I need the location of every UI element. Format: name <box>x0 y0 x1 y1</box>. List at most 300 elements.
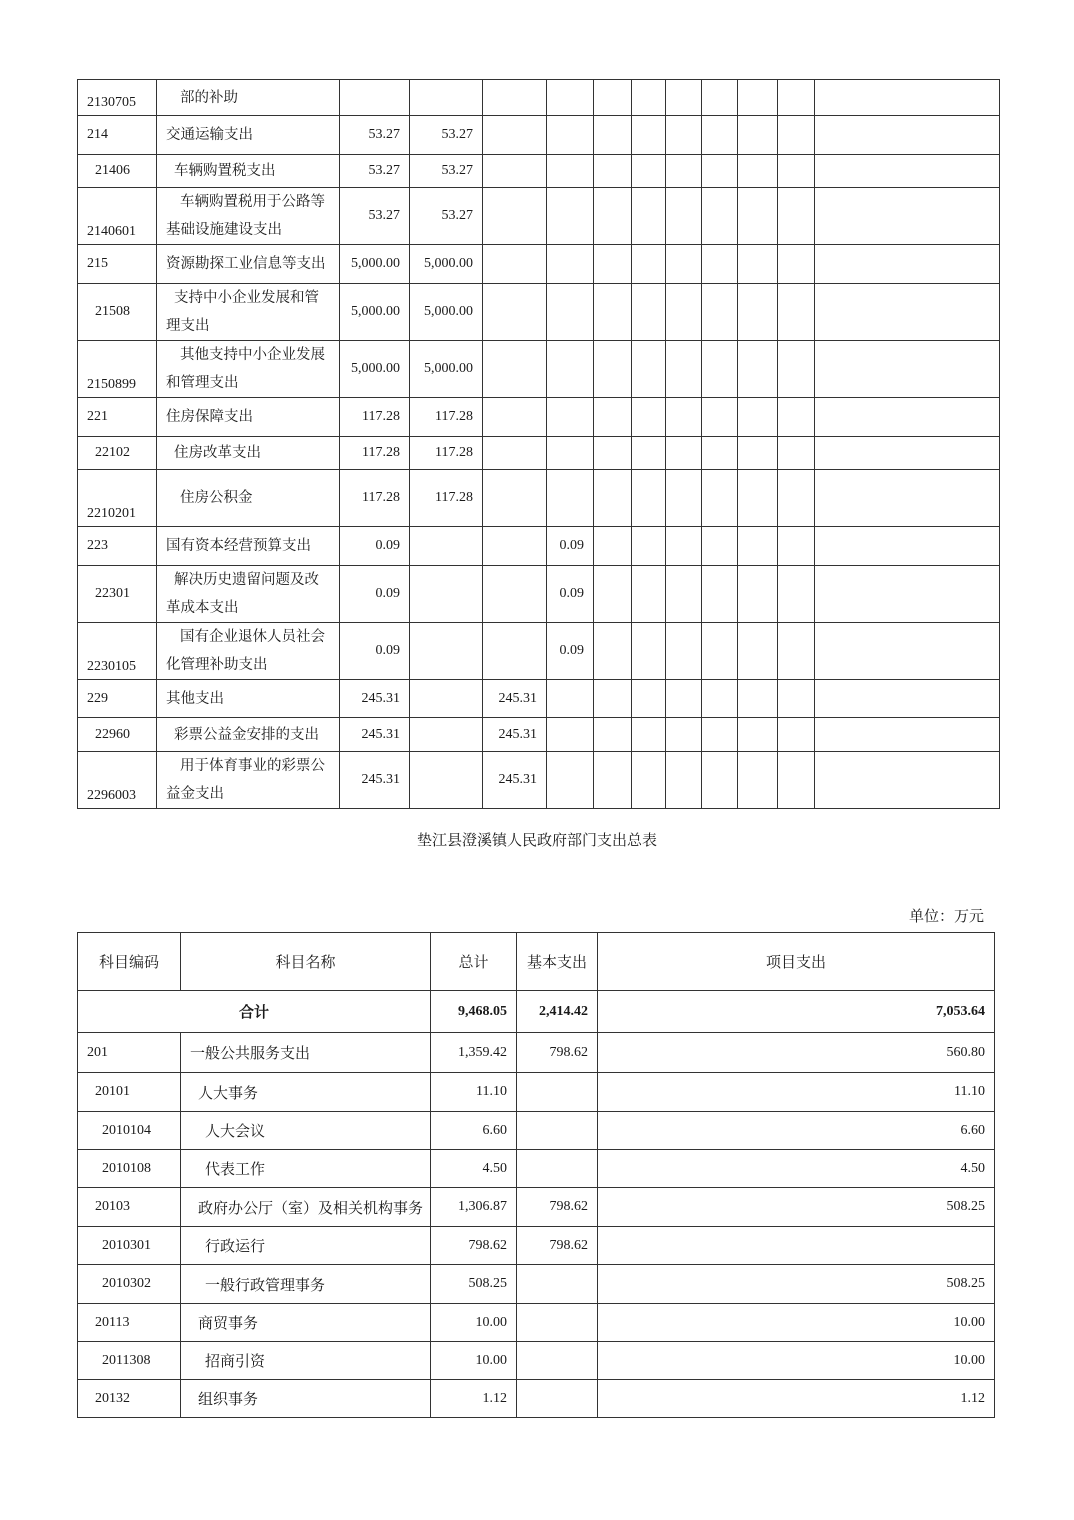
row-code: 223 <box>78 527 157 566</box>
empty-cell <box>632 566 666 623</box>
row-name <box>157 527 340 566</box>
row-total: 508.25 <box>431 1265 517 1304</box>
empty-cell <box>632 752 666 809</box>
row-code: 2210201 <box>78 470 157 527</box>
empty-cell <box>666 470 702 527</box>
row-total: 5,000.00 <box>340 245 410 284</box>
table-row <box>78 566 1000 623</box>
row-total: 117.28 <box>340 470 410 527</box>
empty-cell <box>632 341 666 398</box>
row-name-line: 住房改革支出 <box>174 445 261 461</box>
row-name: 组织事务 <box>181 1380 431 1418</box>
empty-cell <box>666 398 702 437</box>
empty-cell <box>594 341 632 398</box>
empty-cell <box>632 623 666 680</box>
expenditure-continuation-body <box>78 80 1000 809</box>
empty-cell <box>778 566 815 623</box>
row-total: 1,359.42 <box>431 1033 517 1073</box>
empty-cell <box>594 188 632 245</box>
row-total: 1.12 <box>431 1380 517 1418</box>
row-code: 21406 <box>78 155 157 188</box>
empty-cell <box>778 116 815 155</box>
empty-cell <box>702 398 738 437</box>
row-other: 0.09 <box>547 623 594 680</box>
empty-cell <box>666 341 702 398</box>
row-name <box>157 80 340 116</box>
row-project: 11.10 <box>598 1073 995 1112</box>
empty-cell <box>632 680 666 718</box>
empty-cell <box>594 437 632 470</box>
summary-body <box>78 1033 995 1418</box>
row-project <box>483 188 547 245</box>
empty-cell <box>702 80 738 116</box>
empty-cell <box>632 470 666 527</box>
header-basic: 基本支出 <box>517 933 598 991</box>
row-project <box>483 398 547 437</box>
row-code: 22960 <box>78 718 157 752</box>
empty-cell <box>778 245 815 284</box>
empty-cell <box>666 623 702 680</box>
row-total: 11.10 <box>431 1073 517 1112</box>
empty-cell <box>778 623 815 680</box>
row-basic: 798.62 <box>517 1188 598 1227</box>
row-project <box>483 527 547 566</box>
row-basic <box>517 1073 598 1112</box>
row-other <box>547 284 594 341</box>
row-total: 5,000.00 <box>340 284 410 341</box>
empty-cell <box>815 680 1000 718</box>
row-basic: 5,000.00 <box>410 284 483 341</box>
row-basic <box>410 566 483 623</box>
row-project <box>483 245 547 284</box>
row-name-line: 住房公积金 <box>180 490 253 506</box>
row-name: 政府办公厅（室）及相关机构事务 <box>181 1188 431 1227</box>
row-other <box>547 752 594 809</box>
empty-cell <box>702 623 738 680</box>
row-code: 22301 <box>78 566 157 623</box>
empty-cell <box>815 80 1000 116</box>
empty-cell <box>702 116 738 155</box>
row-project <box>483 341 547 398</box>
row-name-line: 其他支持中小企业发展 <box>180 347 325 363</box>
row-name-line: 解决历史遗留问题及改 <box>174 572 319 588</box>
empty-cell <box>738 116 778 155</box>
row-project <box>483 116 547 155</box>
row-code: 21508 <box>78 284 157 341</box>
row-total: 117.28 <box>340 437 410 470</box>
empty-cell <box>815 623 1000 680</box>
row-name-line: 国有企业退休人员社会 <box>180 629 325 645</box>
empty-cell <box>702 245 738 284</box>
row-basic <box>517 1112 598 1150</box>
row-other <box>547 341 594 398</box>
row-basic <box>517 1265 598 1304</box>
row-project <box>598 1227 995 1265</box>
row-name-line: 彩票公益金安排的支出 <box>174 726 319 743</box>
empty-cell <box>666 680 702 718</box>
row-code: 20113 <box>78 1304 181 1342</box>
row-project: 10.00 <box>598 1304 995 1342</box>
row-other <box>547 245 594 284</box>
row-total: 4.50 <box>431 1150 517 1188</box>
row-name: 人大会议 <box>181 1112 431 1150</box>
table-row <box>78 1188 995 1227</box>
row-other <box>547 188 594 245</box>
table-row <box>78 80 1000 116</box>
header-row <box>78 933 995 991</box>
expenditure-continuation-table <box>77 79 1000 809</box>
empty-cell <box>702 527 738 566</box>
empty-cell <box>778 752 815 809</box>
row-name <box>157 752 340 809</box>
empty-cell <box>702 470 738 527</box>
empty-cell <box>778 398 815 437</box>
row-basic: 117.28 <box>410 437 483 470</box>
row-name <box>157 341 340 398</box>
empty-cell <box>666 566 702 623</box>
empty-cell <box>738 680 778 718</box>
empty-cell <box>666 80 702 116</box>
row-other <box>547 155 594 188</box>
row-code: 215 <box>78 245 157 284</box>
row-code: 2130705 <box>78 80 157 116</box>
row-total: 53.27 <box>340 116 410 155</box>
empty-cell <box>632 245 666 284</box>
empty-cell <box>778 680 815 718</box>
empty-cell <box>815 752 1000 809</box>
empty-cell <box>666 284 702 341</box>
row-name-line: 化管理补助支出 <box>166 657 268 673</box>
empty-cell <box>594 245 632 284</box>
row-total: 10.00 <box>431 1304 517 1342</box>
row-name-line: 用于体育事业的彩票公 <box>180 758 325 774</box>
empty-cell <box>594 80 632 116</box>
row-basic <box>517 1304 598 1342</box>
header-name: 科目名称 <box>181 933 431 991</box>
empty-cell <box>815 527 1000 566</box>
row-code: 2010302 <box>78 1265 181 1304</box>
row-basic <box>410 527 483 566</box>
row-other: 0.09 <box>547 566 594 623</box>
table-row <box>78 341 1000 398</box>
row-code: 2010108 <box>78 1150 181 1188</box>
row-name: 商贸事务 <box>181 1304 431 1342</box>
empty-cell <box>702 188 738 245</box>
empty-cell <box>702 718 738 752</box>
row-name-line: 交通运输支出 <box>166 127 253 143</box>
unit-label: 单位：万元 <box>908 907 984 925</box>
empty-cell <box>738 245 778 284</box>
row-name-line: 革成本支出 <box>166 600 239 616</box>
row-other <box>547 398 594 437</box>
row-basic <box>410 752 483 809</box>
total-project: 7,053.64 <box>598 991 995 1033</box>
empty-cell <box>815 718 1000 752</box>
table-title: 垫江县澄溪镇人民政府部门支出总表 <box>416 831 657 849</box>
row-project <box>483 284 547 341</box>
row-name <box>157 680 340 718</box>
row-total: 245.31 <box>340 752 410 809</box>
table-row <box>78 1073 995 1112</box>
empty-cell <box>702 437 738 470</box>
department-expenditure-summary-table <box>77 932 995 1418</box>
empty-cell <box>594 718 632 752</box>
empty-cell <box>594 566 632 623</box>
row-name-line: 住房保障支出 <box>166 409 253 425</box>
empty-cell <box>632 80 666 116</box>
row-code: 229 <box>78 680 157 718</box>
empty-cell <box>738 566 778 623</box>
row-other <box>547 80 594 116</box>
empty-cell <box>778 188 815 245</box>
empty-cell <box>815 284 1000 341</box>
empty-cell <box>815 116 1000 155</box>
empty-cell <box>778 80 815 116</box>
row-name <box>157 155 340 188</box>
empty-cell <box>738 470 778 527</box>
empty-cell <box>702 680 738 718</box>
row-total: 0.09 <box>340 527 410 566</box>
empty-cell <box>702 752 738 809</box>
row-project <box>483 80 547 116</box>
row-project: 4.50 <box>598 1150 995 1188</box>
row-total: 0.09 <box>340 566 410 623</box>
empty-cell <box>738 718 778 752</box>
empty-cell <box>702 341 738 398</box>
empty-cell <box>666 245 702 284</box>
row-basic <box>517 1150 598 1188</box>
row-project: 508.25 <box>598 1188 995 1227</box>
empty-cell <box>738 284 778 341</box>
row-name: 一般公共服务支出 <box>181 1033 431 1073</box>
row-code: 2150899 <box>78 341 157 398</box>
row-name-line: 车辆购置税支出 <box>174 163 276 179</box>
empty-cell <box>666 155 702 188</box>
row-project <box>483 155 547 188</box>
row-code: 2230105 <box>78 623 157 680</box>
row-other: 0.09 <box>547 527 594 566</box>
empty-cell <box>594 116 632 155</box>
empty-cell <box>738 188 778 245</box>
table-row <box>78 1342 995 1380</box>
empty-cell <box>778 341 815 398</box>
row-other <box>547 470 594 527</box>
empty-cell <box>666 527 702 566</box>
table-row <box>78 188 1000 245</box>
empty-cell <box>666 752 702 809</box>
row-name: 人大事务 <box>181 1073 431 1112</box>
row-other <box>547 718 594 752</box>
table-row <box>78 1265 995 1304</box>
row-project <box>483 623 547 680</box>
row-name <box>157 116 340 155</box>
table-row <box>78 623 1000 680</box>
row-code: 2011308 <box>78 1342 181 1380</box>
table-row <box>78 1150 995 1188</box>
row-basic: 5,000.00 <box>410 341 483 398</box>
row-name <box>157 566 340 623</box>
empty-cell <box>632 398 666 437</box>
row-total: 53.27 <box>340 155 410 188</box>
row-name-line: 车辆购置税用于公路等 <box>180 194 325 210</box>
table-row <box>78 155 1000 188</box>
row-project: 245.31 <box>483 718 547 752</box>
row-basic: 5,000.00 <box>410 245 483 284</box>
row-total: 0.09 <box>340 623 410 680</box>
row-other <box>547 116 594 155</box>
empty-cell <box>666 437 702 470</box>
row-name <box>157 623 340 680</box>
empty-cell <box>815 470 1000 527</box>
row-project: 6.60 <box>598 1112 995 1150</box>
empty-cell <box>702 566 738 623</box>
row-name <box>157 284 340 341</box>
empty-cell <box>778 437 815 470</box>
empty-cell <box>666 718 702 752</box>
row-code: 214 <box>78 116 157 155</box>
table-row <box>78 245 1000 284</box>
table-row <box>78 1380 995 1418</box>
row-basic <box>410 718 483 752</box>
empty-cell <box>594 680 632 718</box>
empty-cell <box>738 623 778 680</box>
row-total: 245.31 <box>340 718 410 752</box>
row-name <box>157 437 340 470</box>
row-name-line: 国有资本经营预算支出 <box>166 538 311 554</box>
row-basic: 53.27 <box>410 188 483 245</box>
empty-cell <box>666 116 702 155</box>
row-basic: 53.27 <box>410 155 483 188</box>
row-name: 一般行政管理事务 <box>181 1265 431 1304</box>
row-project <box>483 470 547 527</box>
total-row <box>78 991 995 1033</box>
empty-cell <box>702 284 738 341</box>
row-basic <box>517 1342 598 1380</box>
row-project: 245.31 <box>483 752 547 809</box>
row-name-line: 其他支出 <box>166 690 224 707</box>
empty-cell <box>594 470 632 527</box>
table-row <box>78 718 1000 752</box>
empty-cell <box>594 398 632 437</box>
table-row <box>78 398 1000 437</box>
empty-cell <box>778 155 815 188</box>
header-project: 项目支出 <box>598 933 995 991</box>
row-name <box>157 245 340 284</box>
empty-cell <box>594 623 632 680</box>
row-code: 20132 <box>78 1380 181 1418</box>
row-code: 20103 <box>78 1188 181 1227</box>
table-row <box>78 1033 995 1073</box>
empty-cell <box>738 398 778 437</box>
total-label: 合计 <box>78 991 431 1033</box>
row-name: 招商引资 <box>181 1342 431 1380</box>
row-code: 221 <box>78 398 157 437</box>
table-row <box>78 116 1000 155</box>
row-code: 2140601 <box>78 188 157 245</box>
row-total: 1,306.87 <box>431 1188 517 1227</box>
table-row <box>78 437 1000 470</box>
row-name-line: 益金支出 <box>166 786 224 802</box>
row-project: 508.25 <box>598 1265 995 1304</box>
empty-cell <box>666 188 702 245</box>
row-name <box>157 398 340 437</box>
table-row <box>78 1227 995 1265</box>
row-code: 22102 <box>78 437 157 470</box>
empty-cell <box>815 566 1000 623</box>
row-basic: 798.62 <box>517 1033 598 1073</box>
empty-cell <box>815 398 1000 437</box>
header-total: 总计 <box>431 933 517 991</box>
row-total: 6.60 <box>431 1112 517 1150</box>
empty-cell <box>778 284 815 341</box>
empty-cell <box>632 188 666 245</box>
row-name-line: 部的补助 <box>180 89 238 106</box>
table-row <box>78 680 1000 718</box>
table-row <box>78 527 1000 566</box>
row-total: 117.28 <box>340 398 410 437</box>
empty-cell <box>632 116 666 155</box>
empty-cell <box>738 752 778 809</box>
empty-cell <box>778 718 815 752</box>
row-basic <box>410 680 483 718</box>
row-name-line: 资源勘探工业信息等支出 <box>166 256 326 272</box>
empty-cell <box>738 527 778 566</box>
row-code: 2010301 <box>78 1227 181 1265</box>
row-project <box>483 437 547 470</box>
row-name: 代表工作 <box>181 1150 431 1188</box>
empty-cell <box>738 437 778 470</box>
empty-cell <box>632 284 666 341</box>
row-name-line: 和管理支出 <box>166 375 239 391</box>
row-basic <box>410 623 483 680</box>
row-total <box>340 80 410 116</box>
empty-cell <box>594 752 632 809</box>
row-code: 2296003 <box>78 752 157 809</box>
row-basic <box>410 80 483 116</box>
row-total: 245.31 <box>340 680 410 718</box>
row-code: 2010104 <box>78 1112 181 1150</box>
empty-cell <box>778 470 815 527</box>
row-name: 行政运行 <box>181 1227 431 1265</box>
header-code: 科目编码 <box>78 933 181 991</box>
empty-cell <box>815 341 1000 398</box>
row-name-line: 理支出 <box>166 318 210 334</box>
empty-cell <box>594 527 632 566</box>
empty-cell <box>632 527 666 566</box>
row-name-line: 基础设施建设支出 <box>166 222 282 238</box>
empty-cell <box>594 155 632 188</box>
row-other <box>547 680 594 718</box>
row-basic: 117.28 <box>410 398 483 437</box>
empty-cell <box>632 155 666 188</box>
row-name <box>157 470 340 527</box>
empty-cell <box>738 155 778 188</box>
empty-cell <box>815 188 1000 245</box>
row-other <box>547 437 594 470</box>
empty-cell <box>738 80 778 116</box>
row-project <box>483 566 547 623</box>
table-row <box>78 284 1000 341</box>
row-name <box>157 718 340 752</box>
row-total: 10.00 <box>431 1342 517 1380</box>
row-basic: 117.28 <box>410 470 483 527</box>
empty-cell <box>738 341 778 398</box>
empty-cell <box>594 284 632 341</box>
row-total: 798.62 <box>431 1227 517 1265</box>
empty-cell <box>632 437 666 470</box>
row-project: 10.00 <box>598 1342 995 1380</box>
row-project: 560.80 <box>598 1033 995 1073</box>
